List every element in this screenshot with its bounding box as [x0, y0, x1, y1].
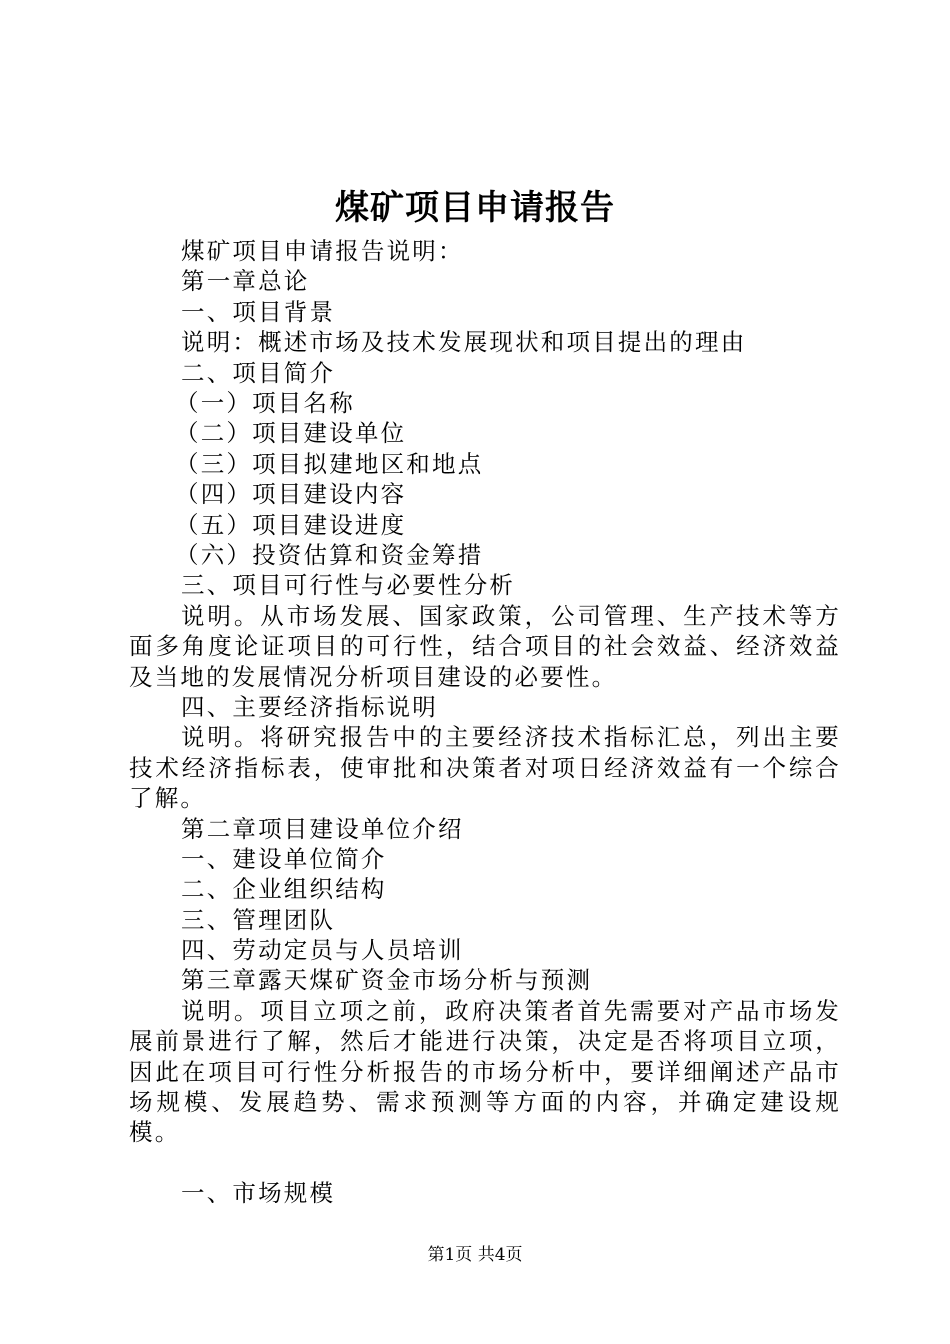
section-heading: 一、市场规模	[181, 1178, 336, 1207]
paragraph: 说明。从市场发展、国家政策，公司管理、生产技术等方面多角度论证项目的可行性，结合项目的社会效益、经济效益及当地的发展情况分析项目建设的必要性。	[129, 601, 841, 691]
paragraph: 说明。将研究报告中的主要经济技术指标汇总，列出主要技术经济指标表，使审批和决策者对项日经济效益有一个综合了解。	[129, 723, 841, 813]
document-title: 煤矿项目申请报告	[335, 188, 615, 228]
document-body	[129, 236, 841, 1208]
section-heading: 一、建设单位简介	[181, 844, 387, 873]
paragraph: 说明。项目立项之前，政府决策者首先需要对产品市场发展前景进行了解，然后才能进行决策，决定是否将项目立项，因此在项目可行性分析报告的市场分析中，要详细阐述产品市场规模、发展趋势、需求预测等方面的内容，并确定建设规模。	[129, 996, 841, 1147]
section-heading: 三、管理团队	[181, 905, 336, 934]
chapter-heading: 第三章露天煤矿资金市场分析与预测	[181, 966, 593, 995]
chapter-heading: 第二章项目建设单位介绍	[181, 814, 464, 843]
subsection-item: （二）项目建设单位	[175, 419, 407, 448]
page-footer: 第1页 共4页	[427, 1245, 523, 1265]
section-heading: 四、主要经济指标说明	[181, 692, 438, 721]
section-heading: 四、劳动定员与人员培训	[181, 936, 464, 965]
subsection-item: （四）项目建设内容	[175, 480, 407, 509]
subsection-item: （五）项目建设进度	[175, 510, 407, 539]
subsection-item: （三）项目拟建地区和地点	[175, 449, 484, 478]
subsection-item: （六）投资估算和资金筹措	[175, 540, 484, 569]
chapter-heading: 第一章总论	[181, 267, 310, 296]
blank-line	[129, 1148, 841, 1178]
subsection-item: （一）项目名称	[175, 388, 355, 417]
section-heading: 二、企业组织结构	[181, 875, 387, 904]
section-heading: 一、项目背景	[181, 297, 336, 326]
section-heading: 二、项目简介	[181, 358, 336, 387]
text-line: 说明：概述市场及技术发展现状和项目提出的理由	[181, 328, 747, 357]
text-line: 煤矿项目申请报告说明：	[181, 237, 464, 265]
section-heading: 三、项目可行性与必要性分析	[181, 571, 516, 600]
